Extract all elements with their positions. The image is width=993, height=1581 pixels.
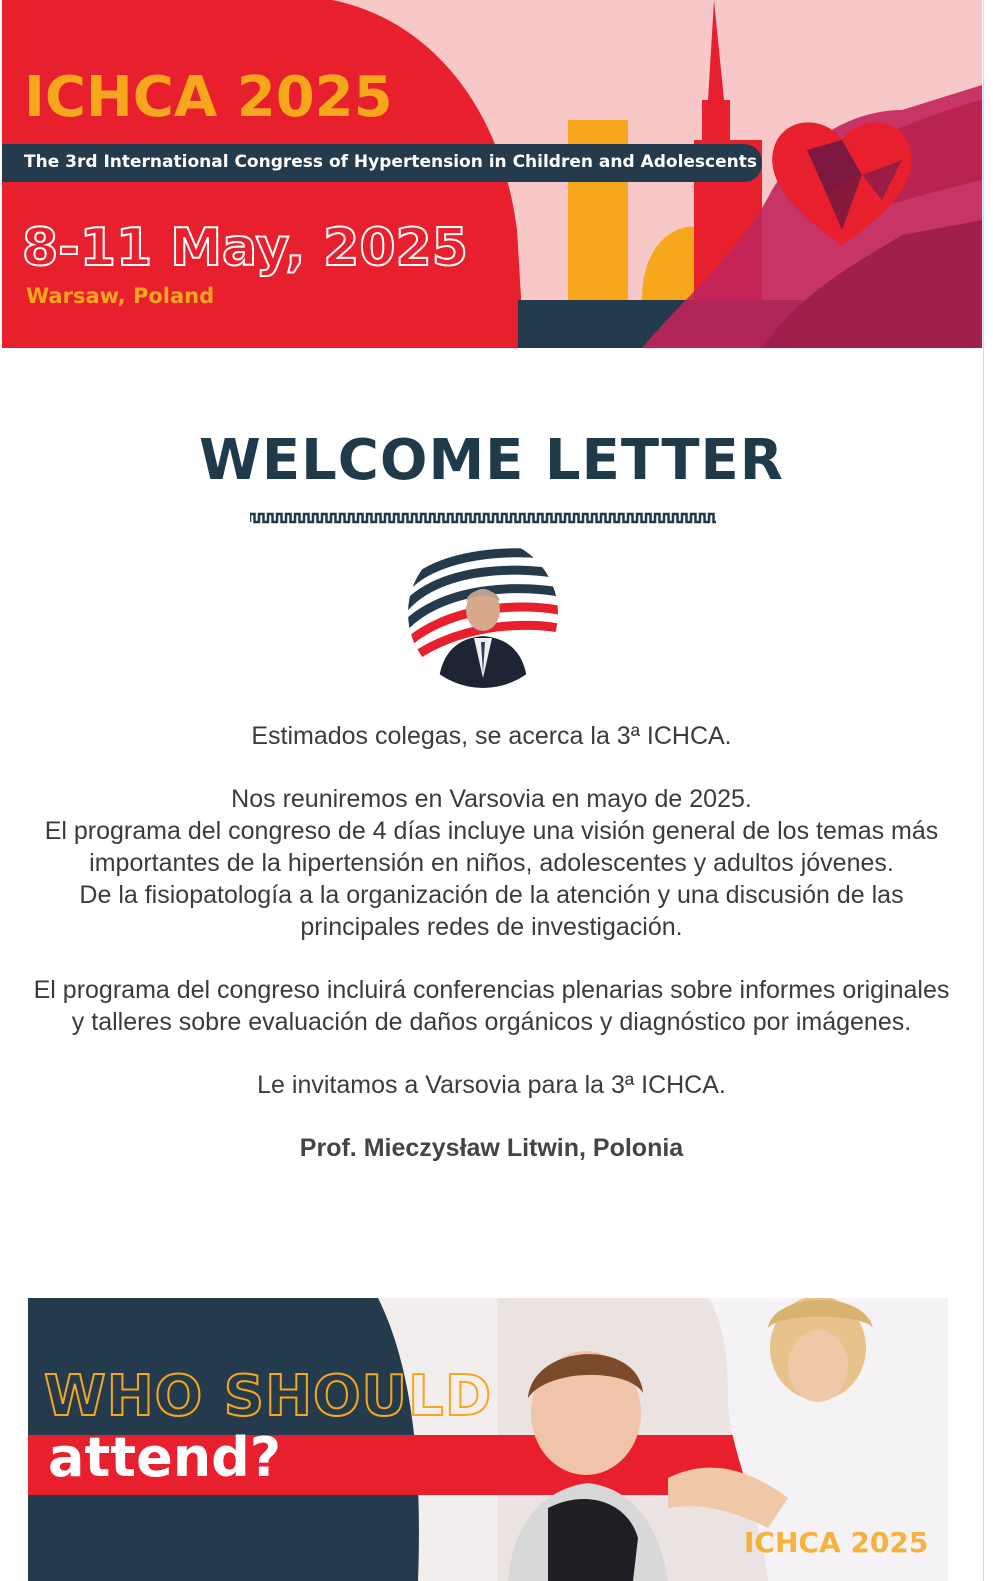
congress-dates: 8-11 May, 2025 [22, 218, 468, 278]
zigzag-divider [250, 510, 716, 526]
congress-title: ICHCA 2025 [24, 65, 393, 130]
congress-location: Warsaw, Poland [26, 284, 215, 308]
promo-heading-line1: WHO SHOULD [44, 1364, 493, 1429]
congress-subtitle: The 3rd International Congress of Hypertension in Children and Adolescents [24, 152, 758, 172]
promo-heading-line2: attend? [48, 1426, 282, 1489]
welcome-letter-body [30, 720, 953, 1164]
promo-congress-tag: ICHCA 2025 [744, 1526, 929, 1559]
welcome-heading: WELCOME LETTER [199, 428, 784, 493]
letter-greeting: Estimados colegas, se acerca la 3ª ICHCA. [251, 722, 732, 750]
author-avatar [408, 538, 558, 688]
congress-subtitle-strip [2, 144, 762, 182]
author-photo [408, 538, 558, 688]
congress-banner[interactable] [2, 0, 982, 348]
letter-invitation: Le invitamos a Varsovia para la 3ª ICHCA. [257, 1071, 726, 1099]
letter-paragraph: El programa del congreso incluirá conferencias plenarias sobre informes originales y talleres sobre evaluación de daños orgánicos y diagnóstico por imágenes. [33, 976, 950, 1036]
letter-paragraph: Nos reuniremos en Varsovia en mayo de 2025. El programa del congreso de 4 días incluye una visión general de los temas más importantes de la hipertensión en niños, adolescentes y adultos jóvenes. De la fisiopatología a la organización de la atención y una discusión de las principales redes de investigación. [44, 785, 939, 941]
letter-signature: Prof. Mieczysław Litwin, Polonia [299, 1134, 684, 1162]
who-should-attend-banner[interactable] [28, 1298, 948, 1581]
page-edge-divider [983, 0, 984, 1581]
